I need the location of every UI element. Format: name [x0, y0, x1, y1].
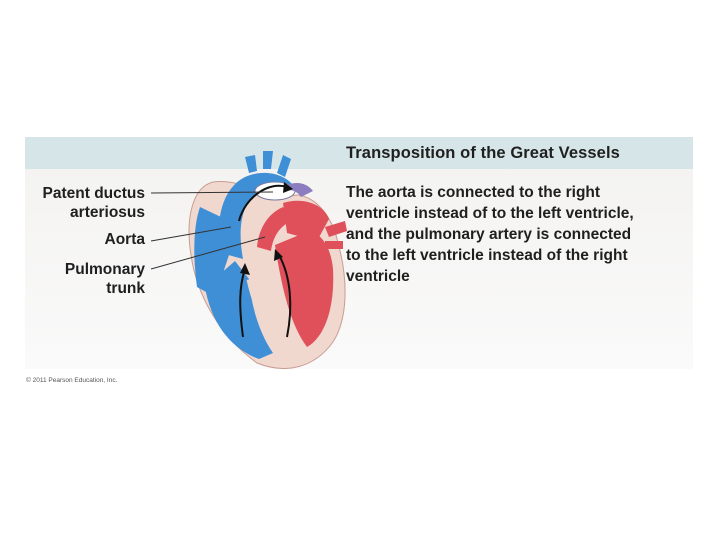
label-line: arteriosus	[70, 204, 145, 221]
label-line: trunk	[106, 280, 145, 297]
description-line: ventricle	[346, 268, 410, 285]
figure-title: Transposition of the Great Vessels	[346, 144, 620, 162]
label-aorta: Aorta	[104, 231, 145, 248]
description-line: The aorta is connected to the right	[346, 184, 601, 201]
description-text	[346, 182, 686, 287]
label-line: Pulmonary	[64, 261, 145, 278]
label-pulmonary-trunk	[65, 260, 145, 298]
figure-panel	[25, 137, 693, 369]
copyright-notice: © 2011 Pearson Education, Inc.	[26, 377, 118, 384]
description-line: and the pulmonary artery is connected	[346, 226, 632, 243]
description-line: ventricle instead of to the left ventricle,	[346, 205, 634, 222]
label-line: Patent ductus	[42, 185, 145, 202]
description-line: to the left ventricle instead of the right	[346, 247, 628, 264]
label-patent-ductus-arteriosus	[43, 184, 145, 222]
